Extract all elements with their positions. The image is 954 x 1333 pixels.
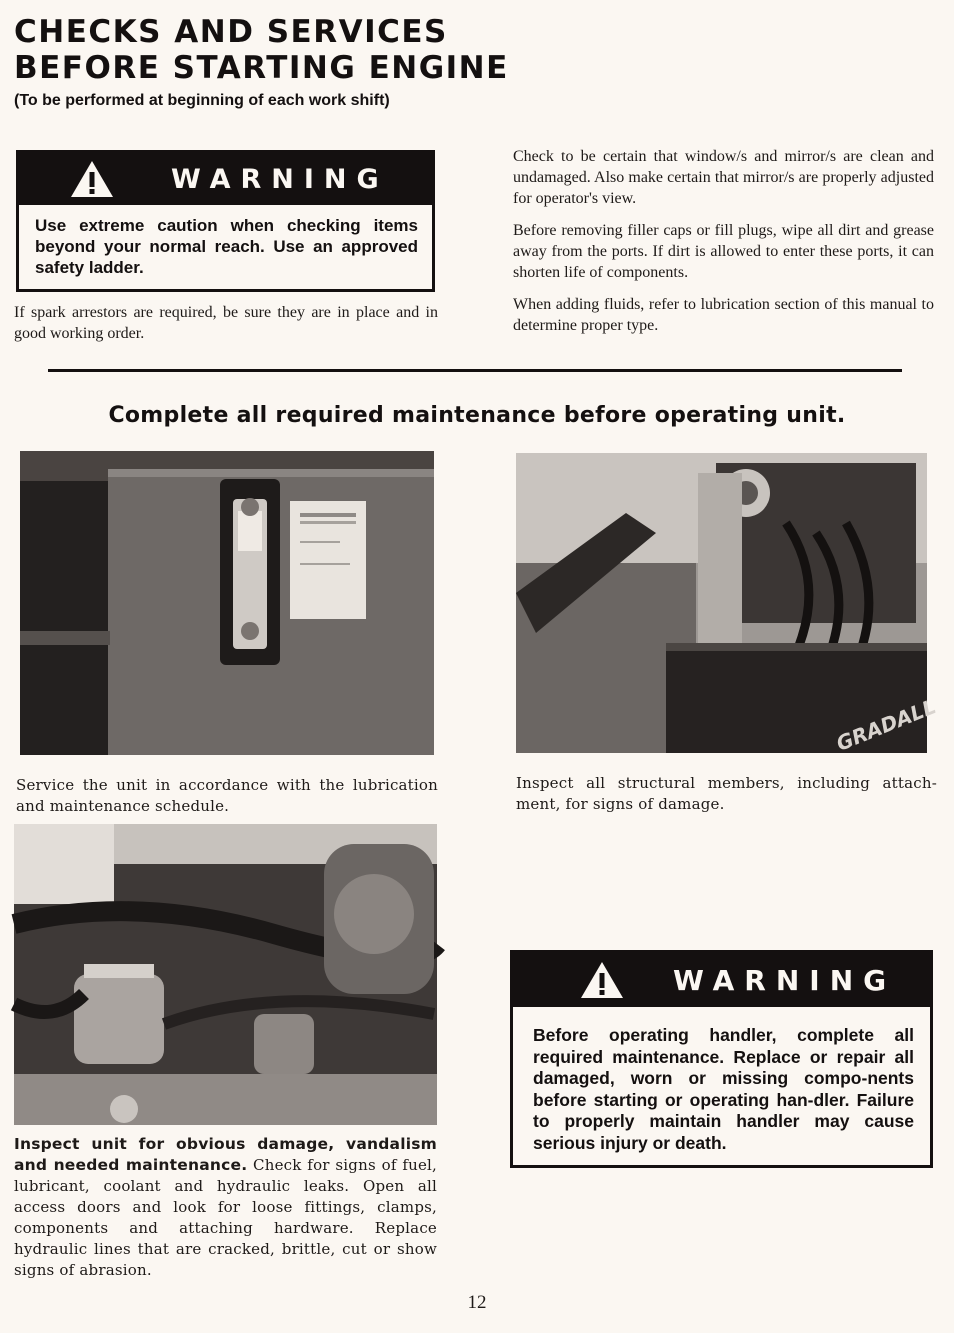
warning-label-bottom: WARNING	[673, 963, 897, 997]
warning-header-bottom	[513, 953, 930, 1007]
section-heading: Complete all required maintenance before operating unit.	[108, 403, 846, 428]
spark-arrestor-text: If spark arrestors are required, be sure they are in place and in good working order.	[14, 304, 438, 342]
page-title	[14, 14, 509, 86]
page-subtitle: (To be performed at beginning of each work shift)	[14, 92, 390, 109]
page-number: 12	[467, 1292, 487, 1313]
section-divider	[48, 369, 902, 372]
photo1-caption: Service the unit in accordance with the lubrication and maintenance schedule.	[16, 776, 438, 815]
filler-caps-paragraph: Before removing filler caps or fill plugs, wipe all dirt and grease away from the ports. If dirt is allowed to enter these ports, it can shorten life of components.	[513, 222, 934, 281]
photo3-caption	[14, 1134, 437, 1281]
photo-engine-compartment	[14, 824, 437, 1125]
warning-box-top	[16, 150, 435, 292]
warning-header-top	[19, 153, 432, 205]
photo-hydraulic-tank	[20, 451, 434, 755]
warning-text-bottom: Before operating handler, complete all required maintenance. Replace or repair all damaged, worn or missing compo-nents before starting or operating han-dler. Failure to properly maintain handler may cause serious injury or death.	[533, 1025, 914, 1153]
photo3-caption-rest: Check for signs of fuel, lubricant, coolant and hydraulic leaks. Open all access doors and look for loose fittings, clamps, components and attaching hardware. Replace hydraulic lines that are cracked, brittle, cut or show signs of abrasion.	[14, 1156, 437, 1279]
page-title-line1: CHECKS AND SERVICES	[14, 14, 448, 50]
photo3-caption-bold: Inspect unit for obvious damage, vandalism and needed maintenance.	[14, 1135, 437, 1174]
warning-triangle-icon	[579, 960, 625, 1000]
warning-label-top: WARNING	[171, 163, 389, 195]
window-mirror-paragraph: Check to be certain that window/s and mirror/s are clean and undamaged. Also make certain that mirror/s are properly adjusted for operator's view.	[513, 148, 934, 207]
warning-triangle-icon	[69, 159, 115, 199]
adding-fluids-paragraph: When adding fluids, refer to lubrication section of this manual to determine proper type.	[513, 296, 934, 334]
page-title-line2: BEFORE STARTING ENGINE	[14, 50, 509, 86]
photo2-caption: Inspect all structural members, including attach-ment, for signs of damage.	[516, 774, 937, 813]
photo-structural-members	[516, 453, 940, 756]
gradall-brand: GRADALL	[832, 694, 940, 756]
warning-box-bottom	[510, 950, 933, 1168]
warning-text-top: Use extreme caution when checking items beyond your normal reach. Use an approved safety ladder.	[35, 216, 418, 277]
